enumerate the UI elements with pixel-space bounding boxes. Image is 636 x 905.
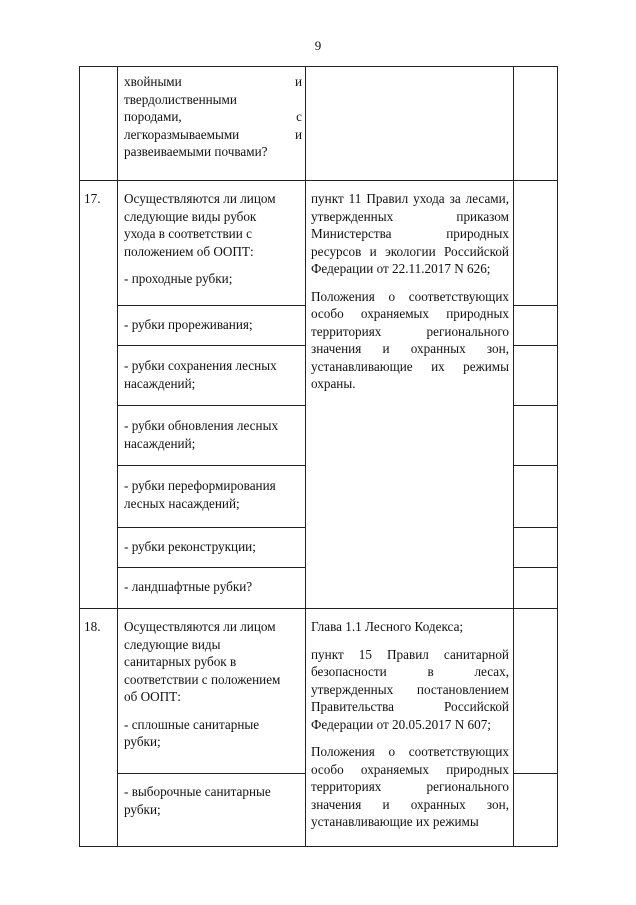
row-17-item-renewal: - рубки обновления лесных насаждений; [124,418,279,451]
row-17-references [311,190,509,393]
row-17-item-thinning: - рубки прореживания; [124,317,253,332]
row-18-reference-2: пункт 15 Правил санитарной безопасности в лесах, утвержденных постановлением Правительства Российской Федерации от 20.05.2017 N 607; [311,646,509,732]
row-17-item-preservation: - рубки сохранения лесных насаждений; [124,358,277,391]
row-17-number: 17. [84,191,101,206]
row-17-item-passing: - проходные рубки; [124,271,233,286]
row-17-item-reformation: - рубки переформирования лесных насаждений; [124,478,276,511]
row-18-number: 18. [84,619,101,634]
row-18-item-selective: - выборочные санитарные рубки; [124,784,271,817]
row-17-reference-1: пункт 11 Правил ухода за лесами, утвержденных приказом Министерства природных ресурсов и экологии Российской Федерации от 22.11.2017 N 626; [311,191,509,276]
row-17-question: Осуществляются ли лицом следующие виды рубок ухода в соответствии с положением об ООПТ: - проходные рубки; [124,190,302,288]
row-18-item-clear: - сплошные санитарные рубки; [124,716,260,749]
page-number: 9 [314,38,322,53]
row-18-question: Осуществляются ли лицом следующие виды санитарных рубок в соответствии с положением об ООПТ: - сплошные санитарные рубки; [124,618,302,751]
row-17-reference-2: Положения о соответствующих особо охраняемых природных территориях регионального значения и охранных зон, устанавливающие их режимы охраны. [311,288,509,391]
row-18-reference-3: Положения о соответствующих особо охраняемых природных территориях регионального значения и охранных зон, устанавливающие их режимы [311,744,509,829]
row-17-item-reconstruction: - рубки реконструкции; [124,539,256,554]
row-18-references [311,618,509,831]
row-17-item-landscape: - ландшафтные рубки? [124,579,253,594]
continued-question: хвойными и твердолиственными породами, с легкоразмываемыми и развеиваемыми почвами? [124,74,302,159]
row-18-reference-1: Глава 1.1 Лесного Кодекса; [311,619,464,634]
